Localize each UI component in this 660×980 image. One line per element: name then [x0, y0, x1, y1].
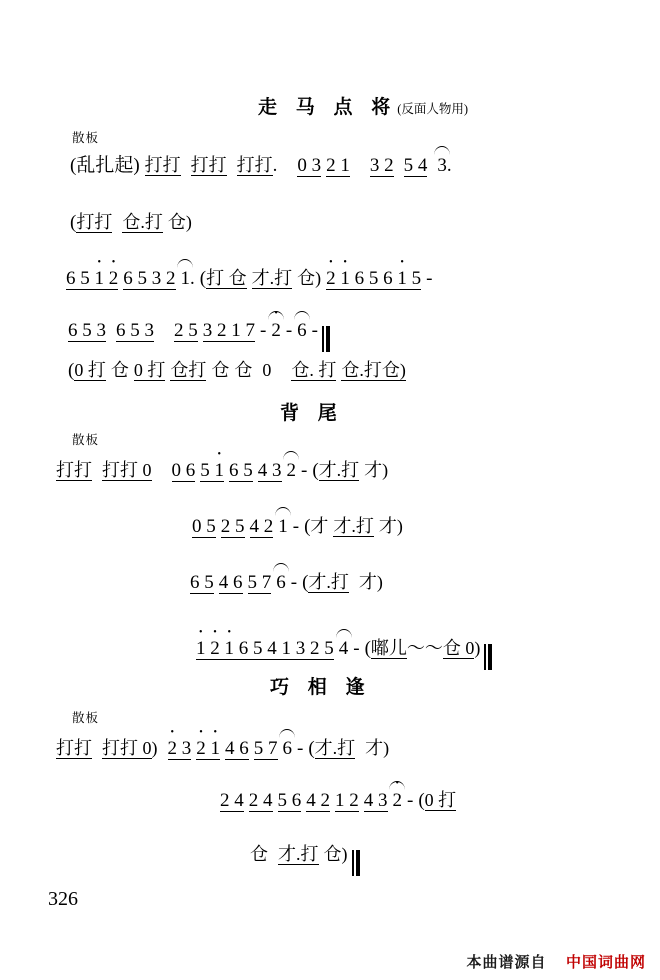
tempo-mark-1: 散板 — [72, 131, 100, 145]
page-number: 326 — [48, 888, 78, 910]
final-barline-3 — [352, 850, 360, 876]
music-line-12: 仓 才.打 仓) — [250, 840, 360, 876]
section-title-3 — [270, 672, 372, 699]
footer-watermark — [466, 951, 646, 972]
section-title-2-text: 背 尾 — [280, 403, 344, 424]
section-title-2 — [280, 398, 344, 425]
music-line-6: 打打 打打 0 0 6 5 • 1 6 5 4 3 2 - (才.打 才) — [56, 456, 388, 482]
music-line-8: 6 5 4 6 5 7 6 - (才.打 才) — [190, 572, 383, 593]
section-title-1-note: (反面人物用) — [397, 102, 469, 116]
music-line-5: (0 打 仓 0 打 仓打 仓 仓 0 仓. 打 仓.打仓) — [68, 360, 406, 381]
section-title-1-text: 走 马 点 将 — [258, 97, 398, 118]
music-line-1: (乱扎起) 打打 打打 打打. 0 3 2 1 3 2 5 4 3. — [70, 155, 452, 176]
music-line-3: 6 5 • 1 • 2 6 5 3 2 1. (打 仓 才.打 仓) • 2 • 1 6 5 6 • 1 5 - — [66, 264, 432, 290]
section-title-1 — [258, 92, 468, 119]
footer-prefix: 本曲谱源自 — [466, 955, 547, 971]
section-title-3-text: 巧 相 逢 — [270, 677, 372, 698]
music-line-7: 0 5 2 5 4 2 1 - (才 才.打 才) — [192, 516, 403, 537]
music-line-9: • 1 • 2 • 1 6 5 4 1 3 2 5 4 - (嘟儿〜〜仓 0) — [196, 634, 492, 670]
tempo-mark-2: 散板 — [72, 433, 100, 447]
footer-site-name[interactable]: 中国词曲网 — [565, 955, 646, 971]
final-barline-2 — [484, 644, 492, 670]
music-line-2: (打打 仓.打 仓) — [70, 212, 192, 233]
music-line-4: 6 5 3 6 5 3 2 5 3 2 1 7 - • 2 - 6 - — [68, 320, 330, 352]
music-line-11: 2 4 2 4 5 6 4 2 1 2 4 3 • 2 - (0 打 — [220, 790, 456, 812]
music-line-10: 打打 打打 0) • 2 3 • 2 • 1 4 6 5 7 6 - (才.打 才) — [56, 734, 389, 760]
final-barline-1 — [322, 326, 330, 352]
tempo-mark-3: 散板 — [72, 711, 100, 725]
